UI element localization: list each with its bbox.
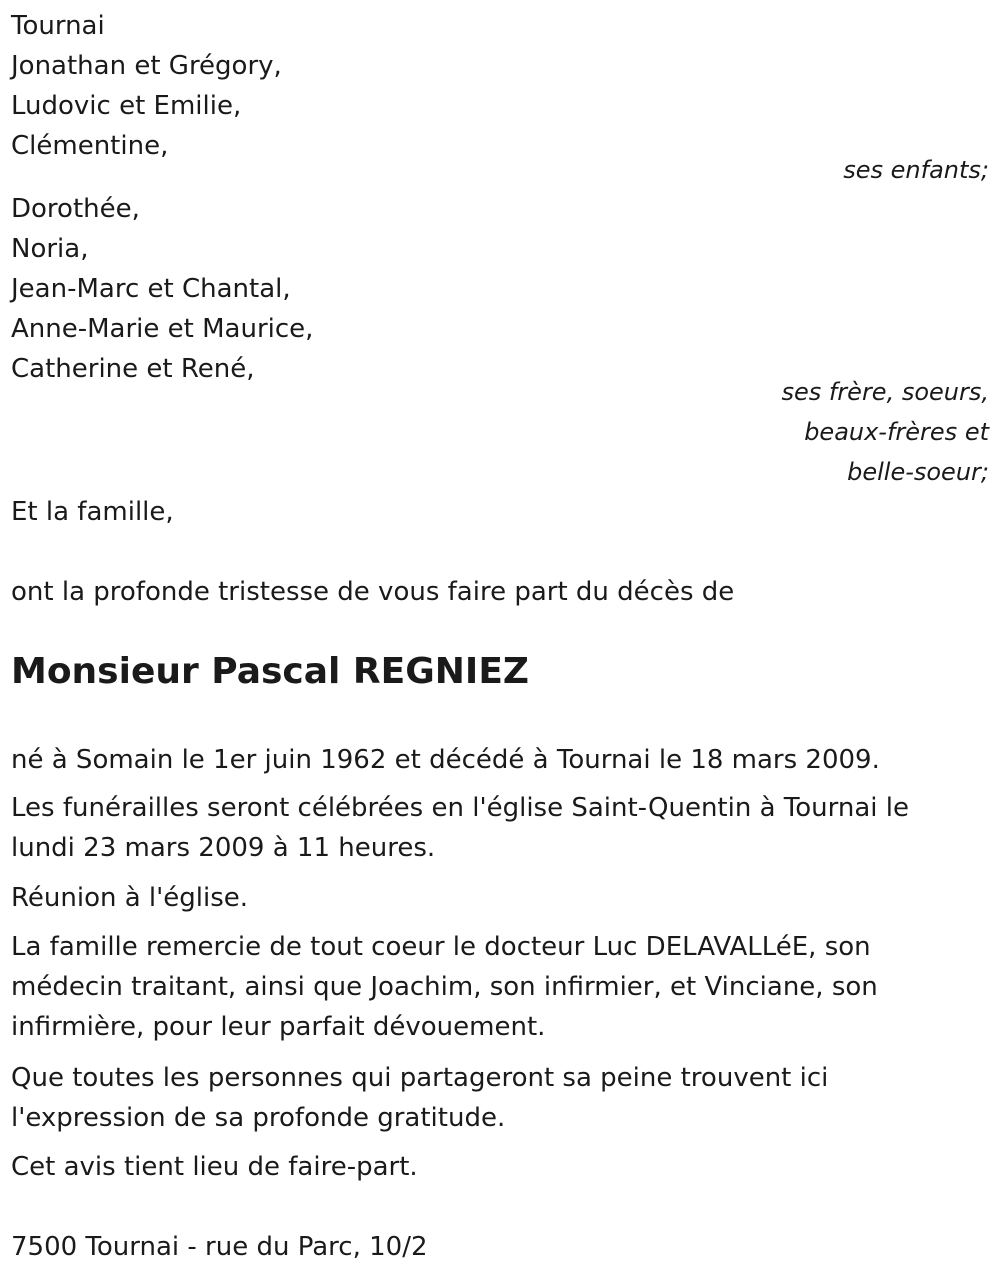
announcement-text: ont la profonde tristesse de vous faire part du décès de bbox=[11, 577, 735, 607]
sibling-line: Jean-Marc et Chantal, bbox=[11, 274, 291, 304]
child-line: Jonathan et Grégory, bbox=[11, 51, 282, 81]
sibling-line: Noria, bbox=[11, 234, 89, 264]
funeral-text: Les funérailles seront célébrées en l'église Saint-Quentin à Tournai le lundi 23 mars 2009 à 11 heures. bbox=[11, 793, 909, 863]
sibling-line: Catherine et René, bbox=[11, 354, 255, 384]
sibling-line: Dorothée, bbox=[11, 194, 140, 224]
thanks-text: La famille remercie de tout coeur le docteur Luc DELAVALLéE, son médecin traitant, ainsi que Joachim, son infirmier, et Vinciane, son infirmière, pour leur parfait dévouement. bbox=[11, 932, 878, 1042]
siblings-role-line: belle-soeur; bbox=[847, 458, 989, 486]
meeting-text: Réunion à l'église. bbox=[11, 883, 249, 913]
gratitude-text: Que toutes les personnes qui partageront sa peine trouvent ici l'expression de sa profonde gratitude. bbox=[11, 1063, 829, 1133]
child-line: Clémentine, bbox=[11, 131, 169, 161]
siblings-role-line: beaux-frères et bbox=[804, 418, 989, 446]
notice-text: Cet avis tient lieu de faire-part. bbox=[11, 1152, 418, 1182]
child-line: Ludovic et Emilie, bbox=[11, 91, 242, 121]
deceased-name: Monsieur Pascal REGNIEZ bbox=[11, 651, 530, 692]
family-line: Et la famille, bbox=[11, 497, 174, 527]
siblings-role-line: ses frère, soeurs, bbox=[781, 378, 989, 406]
city-header: Tournai bbox=[11, 11, 105, 41]
birth-death-text: né à Somain le 1er juin 1962 et décédé à Tournai le 18 mars 2009. bbox=[11, 745, 880, 775]
address-text: 7500 Tournai - rue du Parc, 10/2 bbox=[11, 1232, 428, 1262]
children-role: ses enfants; bbox=[843, 156, 989, 184]
sibling-line: Anne-Marie et Maurice, bbox=[11, 314, 314, 344]
